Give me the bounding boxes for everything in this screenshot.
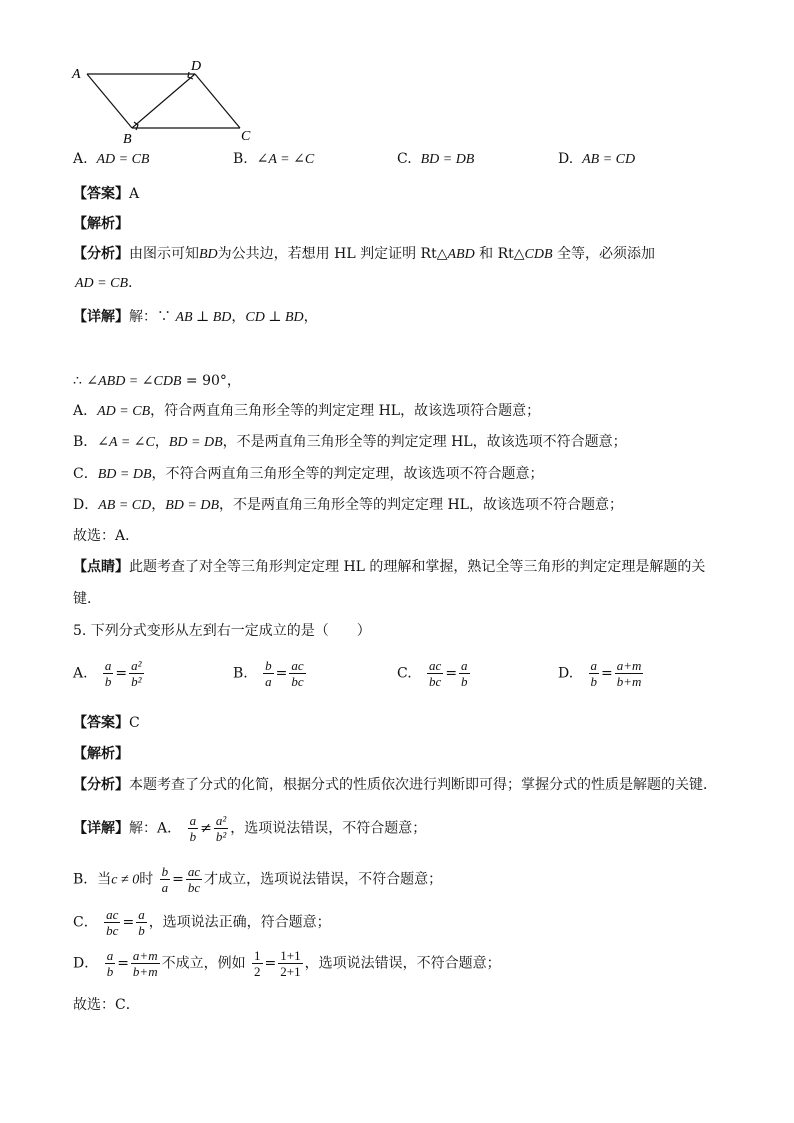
- q4-choose: 故选：A．: [73, 528, 140, 544]
- q5-option-a: A. $\frac{a}{b}$ = $\frac{\text{a²}}{\text{b²}}$: [73, 658, 142, 689]
- label-A: A: [72, 67, 81, 82]
- q4-dianjing-line1: 【点睛】此题考查了对全等三角形判定定理 HL 的理解和掌握，熟记全等三角形的判定定理是解题的关: [73, 559, 706, 575]
- q4-detail-c: C．BD = DB，不符合两直角三角形全等的判定定理，故该选项不符合题意；: [73, 466, 544, 482]
- figure-lines: [87, 72, 240, 130]
- q4-analysis-tag: 【解析】: [73, 216, 129, 232]
- q4-detail-b: B．∠A = ∠C，BD = DB，不是两直角三角形全等的判定定理 HL，故该选项不符合题意；: [73, 434, 627, 450]
- q4-xiangjie: 【详解】解：∵ AB ⊥ BD，CD ⊥ BD，: [73, 309, 318, 325]
- q4-fenxi-line2: AD = CB.: [75, 275, 133, 291]
- q5-analysis-tag: 【解析】: [73, 746, 129, 762]
- q5-option-b: B. $\frac{b}{a}$ = $\frac{ac}{bc}$: [233, 658, 304, 689]
- q5-xiangjie-c: C． $\frac{ac}{bc}$ = $\frac{a}{b}$ ，选项说法正确，符合题意；: [73, 907, 331, 938]
- q5-xiangjie-d: D． $\frac{a}{b}$ = $\frac{a+m}{b+m}$ 不成立，例如 $\frac{1}{2}$ = $\frac{1+1}{2+1}$ ，选项说法错误，不符合题意；: [73, 948, 501, 979]
- q5-choose: 故选：C．: [73, 997, 140, 1013]
- q4-option-d: D. AB = CD: [558, 151, 636, 167]
- q4-option-c: C. BD = DB: [397, 151, 475, 167]
- q5-stem: 5. 下列分式变形从左到右一定成立的是（ ）: [73, 623, 371, 639]
- label-B: B: [123, 132, 132, 147]
- q4-answer: 【答案】A: [73, 186, 140, 202]
- label-D: D: [191, 59, 202, 74]
- q4-option-b: B. ∠A = ∠C: [233, 151, 315, 167]
- q5-option-c: C. $\frac{ac}{bc}$ = $\frac{a}{b}$: [397, 658, 468, 689]
- q4-fenxi-line1: 【分析】由图示可知BD为公共边，若想用 HL 判定证明 Rt△ABD 和 Rt△CDB 全等，必须添加: [73, 246, 655, 262]
- q4-therefore: ∴ ∠ABD = ∠CDB = 90°，: [73, 373, 241, 389]
- q5-xiangjie-a: 【详解】解：A． $\frac{a}{b}$ ≠ $\frac{\text{a²}}{\text{b²}}$ ，选项说法错误，不符合题意；: [73, 813, 427, 844]
- q5-fenxi: 【分析】本题考查了分式的化简，根据分式的性质依次进行判断即可得；掌握分式的性质是解题的关键．: [73, 777, 717, 793]
- label-C: C: [241, 129, 251, 144]
- q5-option-d: D. $\frac{a}{b}$ = $\frac{a+m}{b+m}$: [558, 658, 642, 689]
- q4-detail-a: A．AD = CB，符合两直角三角形全等的判定定理 HL，故该选项符合题意；: [73, 403, 541, 419]
- geometry-figure: [60, 55, 280, 150]
- q4-detail-d: D．AB = CD，BD = DB，不是两直角三角形全等的判定定理 HL，故该选项不符合题意；: [73, 497, 623, 513]
- q5-answer: 【答案】C: [73, 715, 140, 731]
- q5-xiangjie-b: B．当c ≠ 0时 $\frac{b}{a}$ = $\frac{ac}{bc}$ 才成立，选项说法错误，不符合题意；: [73, 864, 443, 895]
- q4-dianjing-line2: 键.: [73, 591, 92, 607]
- q4-option-a: A. AD = CB: [73, 151, 150, 167]
